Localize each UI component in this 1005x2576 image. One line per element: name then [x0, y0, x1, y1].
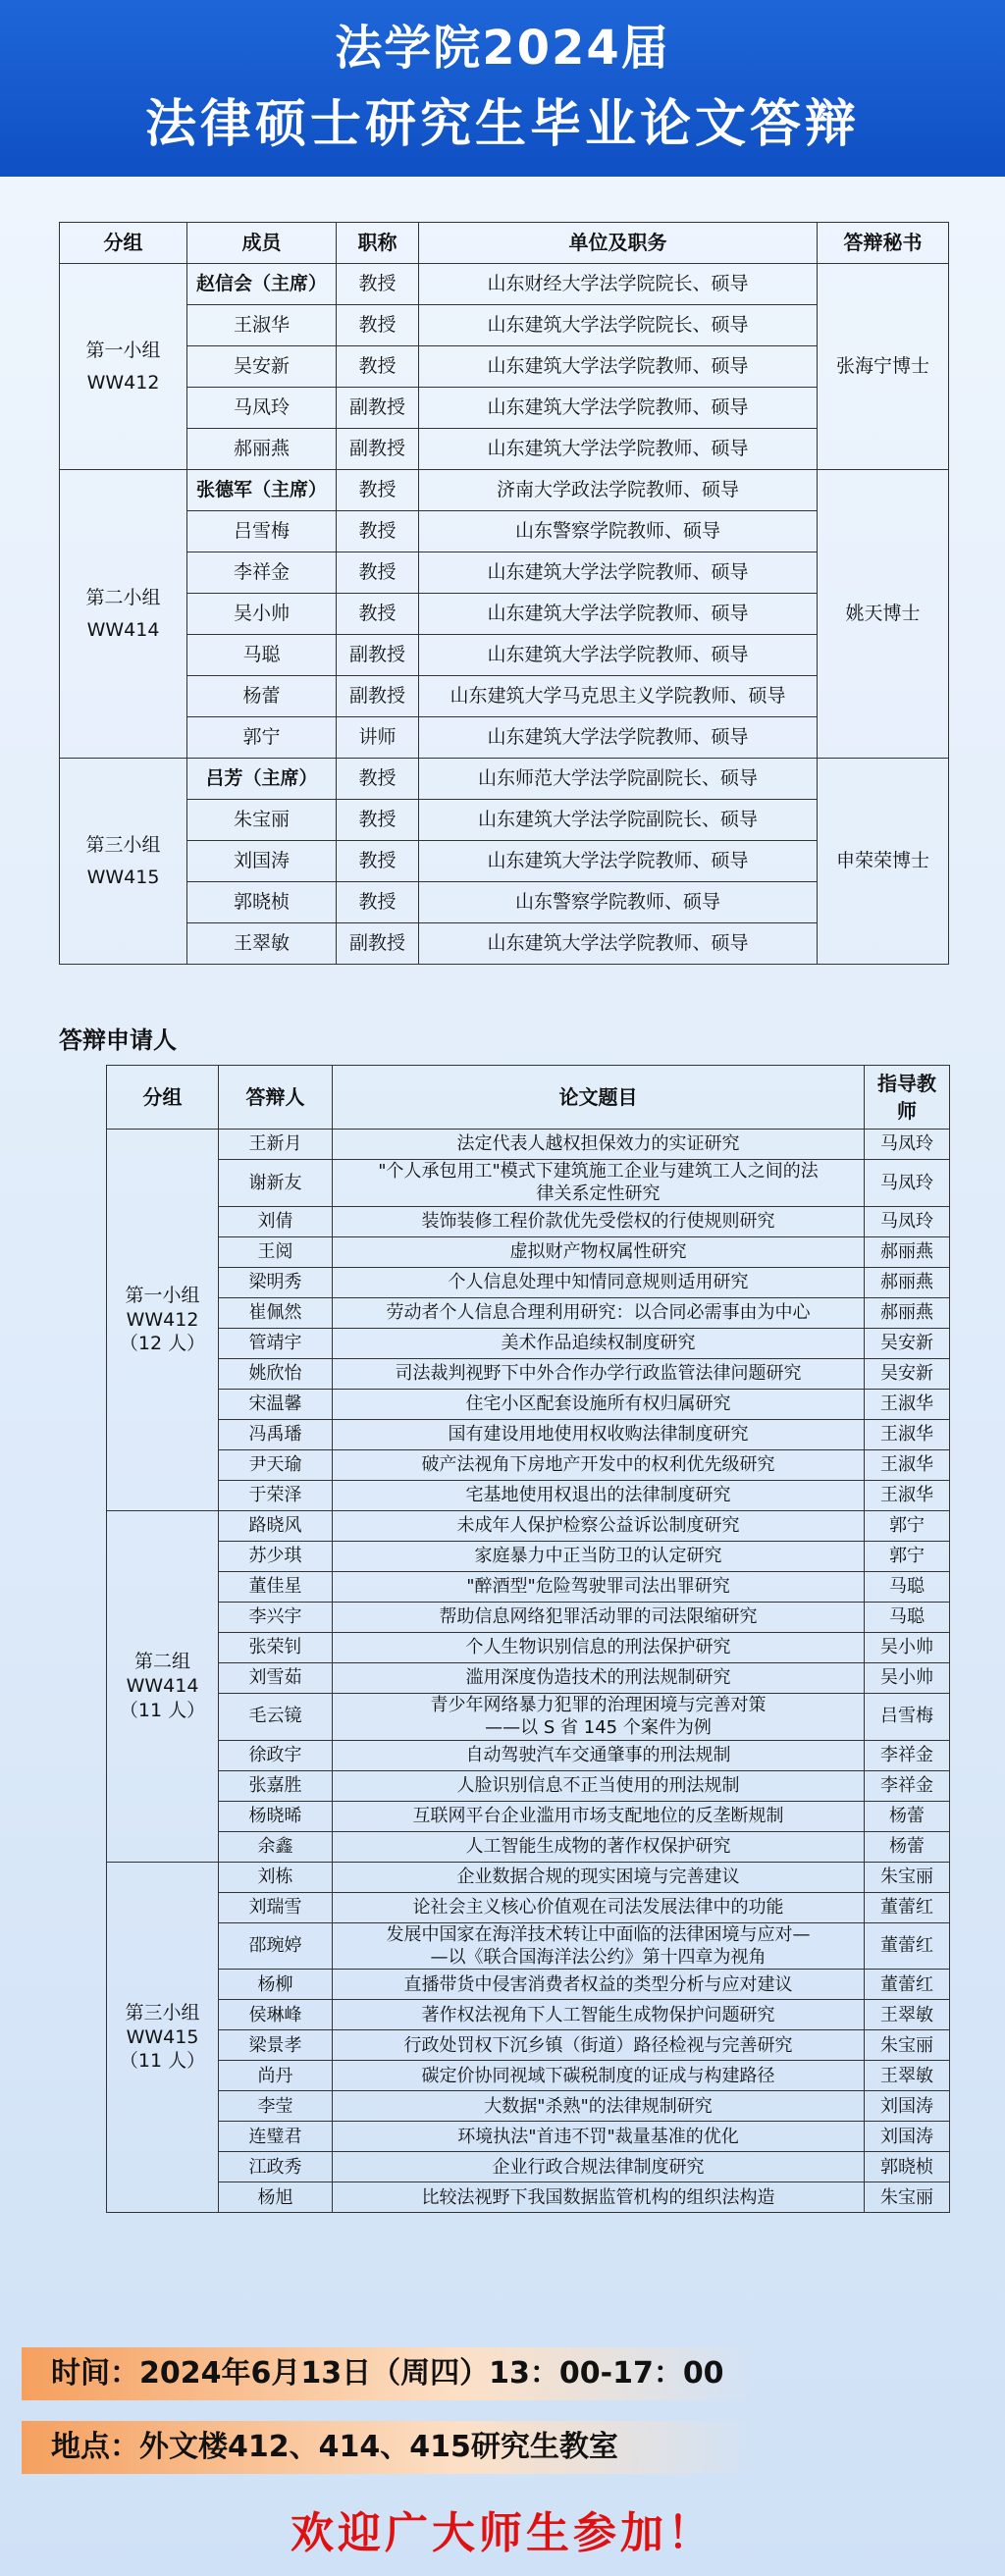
member-name: 郭宁 [187, 717, 337, 759]
advisor-name: 吕雪梅 [865, 1693, 950, 1740]
page-title: 法学院2024届 [335, 21, 670, 76]
location-info: 地点：外文楼412、414、415研究生教室 [22, 2421, 758, 2474]
applicants-header-cell: 答辩人 [219, 1066, 333, 1130]
thesis-title: 个人生物识别信息的刑法保护研究 [333, 1632, 865, 1662]
applicant-name: 于荣泽 [219, 1480, 333, 1510]
member-name: 李祥金 [187, 552, 337, 594]
advisor-name: 刘国涛 [865, 2122, 950, 2152]
applicant-row [107, 1160, 950, 1207]
member-unit: 济南大学政法学院教师、硕导 [419, 470, 818, 511]
applicant-row [107, 1831, 950, 1862]
thesis-title: 自动驾驶汽车交通肇事的刑法规制 [333, 1740, 865, 1770]
applicant-name: 余鑫 [219, 1831, 333, 1862]
thesis-title: 论社会主义核心价值观在司法发展法律中的功能 [333, 1892, 865, 1922]
applicant-row [107, 2122, 950, 2152]
committee-row [60, 759, 949, 800]
member-title: 教授 [337, 841, 419, 882]
advisor-name: 郝丽燕 [865, 1267, 950, 1297]
applicant-row [107, 1693, 950, 1740]
applicant-name: 崔佩然 [219, 1297, 333, 1328]
thesis-title: 法定代表人越权担保效力的实证研究 [333, 1130, 865, 1160]
applicant-row [107, 1510, 950, 1541]
member-unit: 山东建筑大学法学院教师、硕导 [419, 717, 818, 759]
member-title: 教授 [337, 882, 419, 923]
page-subtitle: 法律硕士研究生毕业论文答辩 [144, 95, 860, 154]
member-name: 朱宝丽 [187, 800, 337, 841]
member-title: 教授 [337, 346, 419, 388]
applicant-name: 路晓风 [219, 1510, 333, 1541]
thesis-title: 青少年网络暴力犯罪的治理困境与完善对策 ——以 S 省 145 个案件为例 [333, 1693, 865, 1740]
member-title: 教授 [337, 264, 419, 305]
applicant-name: 毛云镜 [219, 1693, 333, 1740]
committee-row [60, 305, 949, 346]
advisor-name: 郝丽燕 [865, 1297, 950, 1328]
applicant-row [107, 2182, 950, 2213]
advisor-name: 杨蕾 [865, 1831, 950, 1862]
applicant-row [107, 2152, 950, 2182]
thesis-title: 国有建设用地使用权收购法律制度研究 [333, 1419, 865, 1449]
thesis-title: 互联网平台企业滥用市场支配地位的反垄断规制 [333, 1801, 865, 1831]
applicant-row [107, 1130, 950, 1160]
applicant-row [107, 1328, 950, 1358]
advisor-name: 吴小帅 [865, 1632, 950, 1662]
committee-header-cell: 成员 [187, 223, 337, 264]
applicant-group-cell: 第二组 WW414 （11 人） [107, 1510, 219, 1862]
advisor-name: 朱宝丽 [865, 2182, 950, 2213]
member-title: 教授 [337, 470, 419, 511]
advisor-name: 董蕾红 [865, 1922, 950, 1970]
time-info: 时间：2024年6月13日（周四）13：00-17：00 [22, 2347, 758, 2400]
applicant-name: 侯琳峰 [219, 2000, 333, 2030]
applicant-name: 王新月 [219, 1130, 333, 1160]
member-name: 马聪 [187, 635, 337, 676]
applicant-row [107, 1632, 950, 1662]
committee-row [60, 388, 949, 429]
applicant-row [107, 1541, 950, 1571]
member-name: 郭晓桢 [187, 882, 337, 923]
applicant-row [107, 2030, 950, 2061]
thesis-title: 人工智能生成物的著作权保护研究 [333, 1831, 865, 1862]
committee-group-cell: 第二小组 WW414 [60, 470, 187, 759]
member-unit: 山东建筑大学法学院教师、硕导 [419, 594, 818, 635]
member-name: 马凤玲 [187, 388, 337, 429]
member-title: 副教授 [337, 635, 419, 676]
advisor-name: 马凤玲 [865, 1130, 950, 1160]
applicant-name: 刘栋 [219, 1862, 333, 1892]
header-banner [0, 0, 1005, 177]
committee-row [60, 429, 949, 470]
member-unit: 山东建筑大学法学院教师、硕导 [419, 923, 818, 965]
committee-row [60, 841, 949, 882]
advisor-name: 刘国涛 [865, 2091, 950, 2122]
applicant-row [107, 1970, 950, 2000]
applicant-name: 刘倩 [219, 1206, 333, 1236]
member-title: 副教授 [337, 388, 419, 429]
thesis-title: 宅基地使用权退出的法律制度研究 [333, 1480, 865, 1510]
thesis-title: "个人承包用工"模式下建筑施工企业与建筑工人之间的法 律关系定性研究 [333, 1160, 865, 1207]
committee-header-cell: 分组 [60, 223, 187, 264]
committee-secretary: 张海宁博士 [818, 264, 949, 470]
applicant-name: 徐政宇 [219, 1740, 333, 1770]
thesis-title: 美术作品追续权制度研究 [333, 1328, 865, 1358]
thesis-title: 人脸识别信息不正当使用的刑法规制 [333, 1770, 865, 1801]
advisor-name: 郭宁 [865, 1510, 950, 1541]
member-name: 郝丽燕 [187, 429, 337, 470]
applicant-name: 苏少琪 [219, 1541, 333, 1571]
thesis-title: 直播带货中侵害消费者权益的类型分析与应对建议 [333, 1970, 865, 2000]
committee-row [60, 635, 949, 676]
thesis-title: 未成年人保护检察公益诉讼制度研究 [333, 1510, 865, 1541]
committee-group-cell: 第三小组 WW415 [60, 759, 187, 965]
thesis-title: 破产法视角下房地产开发中的权利优先级研究 [333, 1449, 865, 1480]
advisor-name: 王淑华 [865, 1449, 950, 1480]
advisor-name: 李祥金 [865, 1740, 950, 1770]
thesis-title: 帮助信息网络犯罪活动罪的司法限缩研究 [333, 1602, 865, 1632]
applicants-header-cell: 论文题目 [333, 1066, 865, 1130]
applicant-name: 李莹 [219, 2091, 333, 2122]
advisor-name: 朱宝丽 [865, 2030, 950, 2061]
advisor-name: 王翠敏 [865, 2000, 950, 2030]
applicant-name: 张荣钊 [219, 1632, 333, 1662]
thesis-title: "醉酒型"危险驾驶罪司法出罪研究 [333, 1571, 865, 1602]
advisor-name: 吴小帅 [865, 1662, 950, 1693]
applicant-name: 杨晓晞 [219, 1801, 333, 1831]
applicant-name: 杨旭 [219, 2182, 333, 2213]
advisor-name: 吴安新 [865, 1358, 950, 1389]
member-name: 吕雪梅 [187, 511, 337, 552]
applicant-row [107, 1297, 950, 1328]
committee-table [59, 222, 949, 965]
thesis-title: 滥用深度伪造技术的刑法规制研究 [333, 1662, 865, 1693]
thesis-title: 家庭暴力中正当防卫的认定研究 [333, 1541, 865, 1571]
thesis-title: 大数据"杀熟"的法律规制研究 [333, 2091, 865, 2122]
committee-row [60, 264, 949, 305]
committee-row [60, 346, 949, 388]
applicant-name: 谢新友 [219, 1160, 333, 1207]
committee-secretary: 申荣荣博士 [818, 759, 949, 965]
applicant-row [107, 1770, 950, 1801]
member-unit: 山东建筑大学法学院副院长、硕导 [419, 800, 818, 841]
member-name: 杨蕾 [187, 676, 337, 717]
applicants-section-title: 答辩申请人 [59, 1026, 177, 1054]
committee-header-cell: 职称 [337, 223, 419, 264]
member-unit: 山东建筑大学法学院教师、硕导 [419, 388, 818, 429]
member-name: 吴小帅 [187, 594, 337, 635]
member-unit: 山东警察学院教师、硕导 [419, 882, 818, 923]
applicant-row [107, 1922, 950, 1970]
thesis-title: 碳定价协同视域下碳税制度的证成与构建路径 [333, 2061, 865, 2091]
applicant-row [107, 1449, 950, 1480]
thesis-title: 行政处罚权下沉乡镇（街道）路径检视与完善研究 [333, 2030, 865, 2061]
applicant-name: 刘瑞雪 [219, 1892, 333, 1922]
advisor-name: 马聪 [865, 1602, 950, 1632]
committee-row [60, 552, 949, 594]
thesis-title: 司法裁判视野下中外合作办学行政监管法律问题研究 [333, 1358, 865, 1389]
committee-row [60, 470, 949, 511]
applicant-row [107, 1892, 950, 1922]
advisor-name: 王淑华 [865, 1389, 950, 1419]
advisor-name: 董蕾红 [865, 1892, 950, 1922]
advisor-name: 吴安新 [865, 1328, 950, 1358]
applicant-row [107, 1206, 950, 1236]
applicant-row [107, 2091, 950, 2122]
member-title: 讲师 [337, 717, 419, 759]
member-name: 吕芳（主席） [187, 759, 337, 800]
applicants-table [106, 1065, 950, 2213]
member-title: 教授 [337, 594, 419, 635]
advisor-name: 王淑华 [865, 1419, 950, 1449]
applicant-group-cell: 第三小组 WW415 （11 人） [107, 1862, 219, 2213]
committee-row [60, 717, 949, 759]
committee-row [60, 594, 949, 635]
applicant-row [107, 1571, 950, 1602]
applicant-name: 邵琬婷 [219, 1922, 333, 1970]
applicant-row [107, 2000, 950, 2030]
thesis-title: 企业行政合规法律制度研究 [333, 2152, 865, 2182]
committee-row [60, 676, 949, 717]
applicant-name: 王阅 [219, 1236, 333, 1267]
applicant-row [107, 1389, 950, 1419]
applicant-row [107, 1419, 950, 1449]
committee-header-cell: 单位及职务 [419, 223, 818, 264]
advisor-name: 马凤玲 [865, 1160, 950, 1207]
thesis-title: 劳动者个人信息合理利用研究：以合同必需事由为中心 [333, 1297, 865, 1328]
thesis-title: 虚拟财产物权属性研究 [333, 1236, 865, 1267]
applicant-name: 姚欣怡 [219, 1358, 333, 1389]
committee-group-cell: 第一小组 WW412 [60, 264, 187, 470]
advisor-name: 王淑华 [865, 1480, 950, 1510]
applicant-group-cell: 第一小组 WW412 （12 人） [107, 1130, 219, 1511]
member-name: 赵信会（主席） [187, 264, 337, 305]
member-unit: 山东建筑大学法学院教师、硕导 [419, 429, 818, 470]
member-unit: 山东师范大学法学院副院长、硕导 [419, 759, 818, 800]
applicant-name: 刘雪茹 [219, 1662, 333, 1693]
committee-secretary: 姚天博士 [818, 470, 949, 759]
advisor-name: 郝丽燕 [865, 1236, 950, 1267]
applicant-row [107, 1740, 950, 1770]
committee-row [60, 882, 949, 923]
member-unit: 山东建筑大学法学院教师、硕导 [419, 841, 818, 882]
advisor-name: 马聪 [865, 1571, 950, 1602]
thesis-title: 比较法视野下我国数据监管机构的组织法构造 [333, 2182, 865, 2213]
advisor-name: 马凤玲 [865, 1206, 950, 1236]
applicant-name: 董佳星 [219, 1571, 333, 1602]
member-unit: 山东警察学院教师、硕导 [419, 511, 818, 552]
advisor-name: 李祥金 [865, 1770, 950, 1801]
applicant-name: 梁景孝 [219, 2030, 333, 2061]
thesis-title: 个人信息处理中知情同意规则适用研究 [333, 1267, 865, 1297]
member-unit: 山东建筑大学法学院院长、硕导 [419, 305, 818, 346]
applicant-row [107, 1267, 950, 1297]
applicant-name: 尚丹 [219, 2061, 333, 2091]
committee-row [60, 923, 949, 965]
applicant-row [107, 1862, 950, 1892]
thesis-title: 企业数据合规的现实困境与完善建议 [333, 1862, 865, 1892]
advisor-name: 董蕾红 [865, 1970, 950, 2000]
member-name: 王翠敏 [187, 923, 337, 965]
applicant-row [107, 1662, 950, 1693]
applicant-row [107, 1801, 950, 1831]
member-title: 副教授 [337, 429, 419, 470]
applicant-row [107, 2061, 950, 2091]
applicant-name: 冯禹璠 [219, 1419, 333, 1449]
member-title: 副教授 [337, 923, 419, 965]
applicant-name: 李兴宇 [219, 1602, 333, 1632]
thesis-title: 住宅小区配套设施所有权归属研究 [333, 1389, 865, 1419]
member-title: 教授 [337, 511, 419, 552]
applicant-row [107, 1602, 950, 1632]
applicant-name: 连璧君 [219, 2122, 333, 2152]
applicant-name: 管靖宇 [219, 1328, 333, 1358]
member-unit: 山东建筑大学法学院教师、硕导 [419, 346, 818, 388]
member-title: 副教授 [337, 676, 419, 717]
member-title: 教授 [337, 759, 419, 800]
thesis-title: 发展中国家在海洋技术转让中面临的法律困境与应对— —以《联合国海洋法公约》第十四章为视角 [333, 1922, 865, 1970]
committee-header-cell: 答辩秘书 [818, 223, 949, 264]
advisor-name: 杨蕾 [865, 1801, 950, 1831]
applicant-row [107, 1236, 950, 1267]
member-title: 教授 [337, 800, 419, 841]
member-unit: 山东财经大学法学院院长、硕导 [419, 264, 818, 305]
thesis-title: 装饰装修工程价款优先受偿权的行使规则研究 [333, 1206, 865, 1236]
applicant-name: 杨柳 [219, 1970, 333, 2000]
member-name: 张德军（主席） [187, 470, 337, 511]
member-unit: 山东建筑大学法学院教师、硕导 [419, 552, 818, 594]
welcome-message: 欢迎广大师生参加！ [291, 2508, 714, 2558]
advisor-name: 郭晓桢 [865, 2152, 950, 2182]
member-title: 教授 [337, 552, 419, 594]
thesis-title: 著作权法视角下人工智能生成物保护问题研究 [333, 2000, 865, 2030]
applicant-name: 张嘉胜 [219, 1770, 333, 1801]
member-name: 刘国涛 [187, 841, 337, 882]
member-title: 教授 [337, 305, 419, 346]
member-unit: 山东建筑大学法学院教师、硕导 [419, 635, 818, 676]
committee-row [60, 511, 949, 552]
advisor-name: 郭宁 [865, 1541, 950, 1571]
advisor-name: 王翠敏 [865, 2061, 950, 2091]
applicants-header-cell: 分组 [107, 1066, 219, 1130]
advisor-name: 朱宝丽 [865, 1862, 950, 1892]
applicant-row [107, 1480, 950, 1510]
applicant-row [107, 1358, 950, 1389]
applicant-name: 江政秀 [219, 2152, 333, 2182]
member-unit: 山东建筑大学马克思主义学院教师、硕导 [419, 676, 818, 717]
thesis-title: 环境执法"首违不罚"裁量基准的优化 [333, 2122, 865, 2152]
applicant-name: 宋温馨 [219, 1389, 333, 1419]
applicants-header-cell: 指导教 师 [865, 1066, 950, 1130]
committee-row [60, 800, 949, 841]
member-name: 王淑华 [187, 305, 337, 346]
applicant-name: 尹天瑜 [219, 1449, 333, 1480]
member-name: 吴安新 [187, 346, 337, 388]
applicant-name: 梁明秀 [219, 1267, 333, 1297]
